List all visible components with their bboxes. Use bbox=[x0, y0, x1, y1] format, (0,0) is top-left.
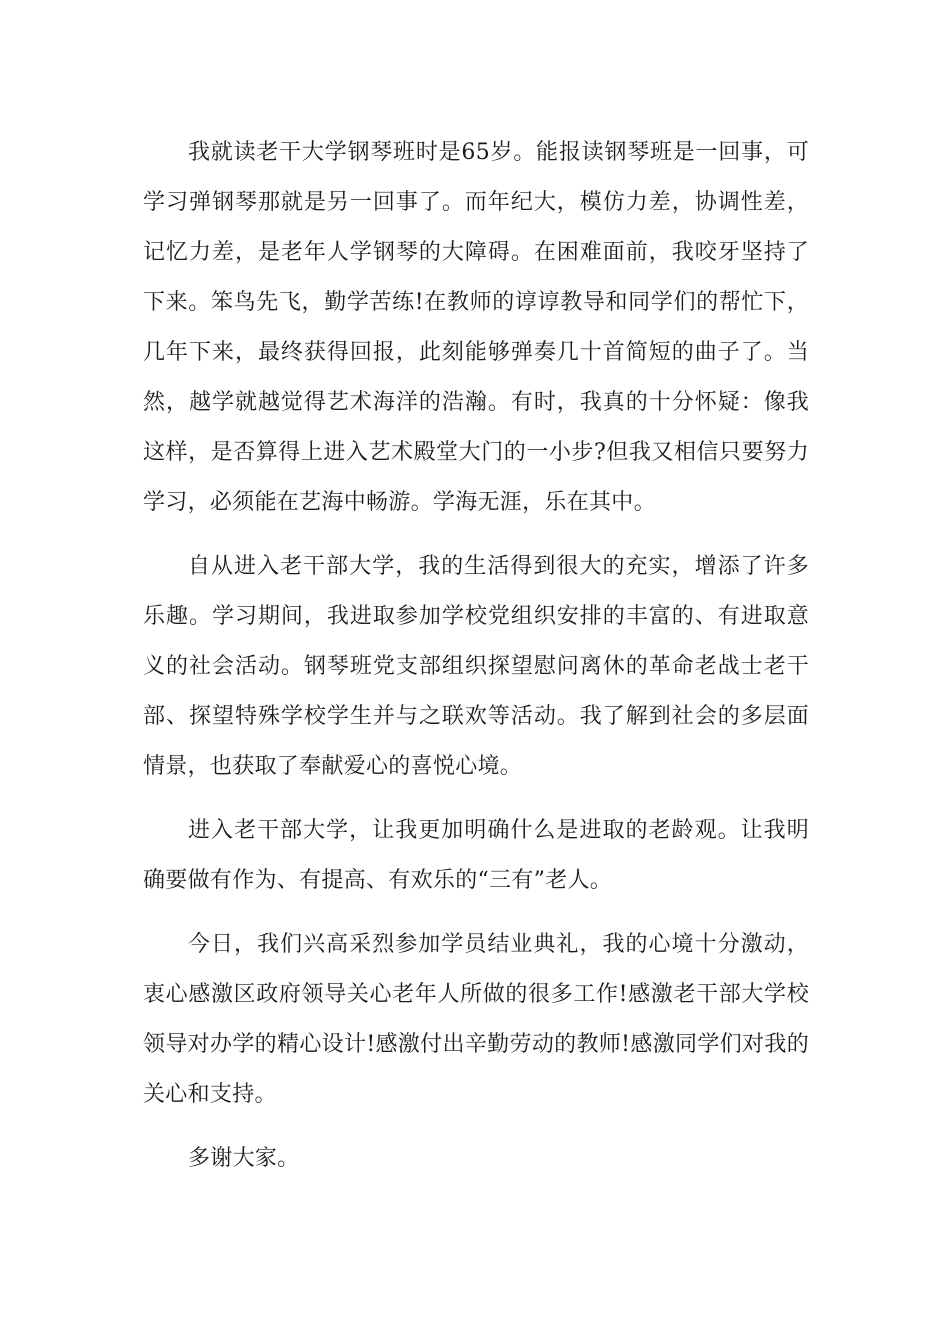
paragraph-activities: 自从进入老干部大学，我的生活得到很大的充实，增添了许多乐趣。学习期间，我进取参加学校党组织安排的丰富的、有进取意义的社会活动。钢琴班党支部组织探望慰问离休的革命老战士老干部、探望特殊学校学生并与之联欢等活动。我了解到社会的多层面情景，也获取了奉献爱心的喜悦心境。 bbox=[143, 554, 809, 779]
paragraph-aging-view: 进入老干部大学，让我更加明确什么是进取的老龄观。让我明确要做有作为、有提高、有欢乐的“三有”老人。 bbox=[143, 818, 809, 893]
paragraph-piano-study: 我就读老干大学钢琴班时是65岁。能报读钢琴班是一回事，可学习弹钢琴那就是另一回事了。而年纪大，模仿力差，协调性差，记忆力差，是老年人学钢琴的大障碍。在困难面前，我咬牙坚持了下来。笨鸟先飞，勤学苦练!在教师的谆谆教导和同学们的帮忙下，几年下来，最终获得回报，此刻能够弹奏几十首简短的曲子了。当然，越学就越觉得艺术海洋的浩瀚。有时，我真的十分怀疑：像我这样，是否算得上进入艺术殿堂大门的一小步?但我又相信只要努力学习，必须能在艺海中畅游。学海无涯，乐在其中。 bbox=[143, 140, 809, 515]
paragraph-thanks: 多谢大家。 bbox=[188, 1146, 300, 1171]
paragraph-gratitude: 今日，我们兴高采烈参加学员结业典礼，我的心境十分激动，衷心感激区政府领导关心老年人所做的很多工作!感激老干部大学校领导对办学的精心设计!感激付出辛勤劳动的教师!感激同学们对我的关心和支持。 bbox=[143, 932, 809, 1107]
document-body bbox=[143, 128, 809, 1198]
